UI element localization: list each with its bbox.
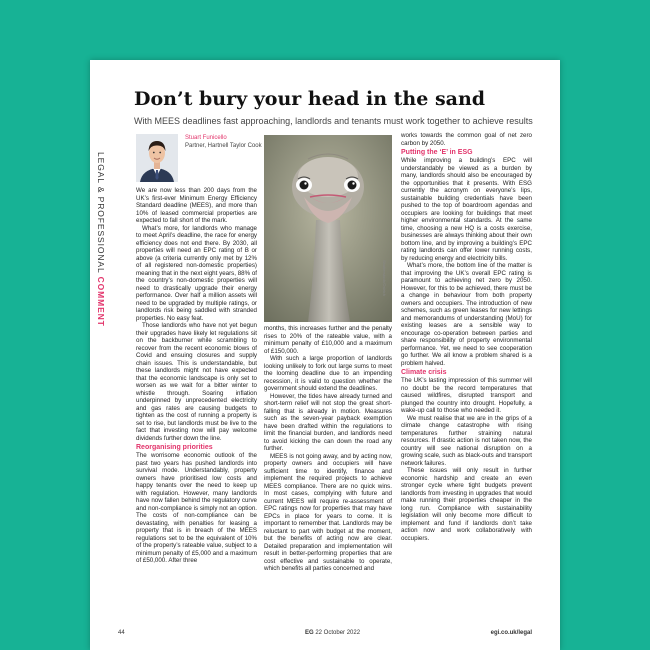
paragraph: The worrisome economic outlook of the past two years has pushed landlords into survival mode. Understandably, property owners have prioritised low costs and happy tenants over the need to keep up with regulation. However, many landlords have now fallen behind the regulatory curve and non-compliance is simply not an option. The costs of non-compliance can be devastating, with penalties for leasing a property that is in breach of the MEES regulations set to be the equivalent of 10% of the property’s rateable value, subject to a minimum penalty of £5,000 and a maximum of £50,000. After three — [136, 452, 257, 564]
author-portrait-icon — [136, 134, 178, 182]
standfirst: With MEES deadlines fast approaching, landlords and tenants must work together to achieve results — [134, 116, 533, 126]
paragraph: What’s more, for landlords who manage to meet April’s deadline, the race for energy efficiency does not end there. By 2030, all properties will need an EPC rating of B or above (a criteria currently only met by 12% of all registered non-domestic properties) meaning that in the next eight years, 88% of the country’s non-domestic properties will need to drastically upgrade their energy performance. Over half a million assets will need to be upgraded by multiple ratings, or landlords risk being saddled with stranded properties. No easy feat. — [136, 224, 257, 322]
paragraph: While improving a building’s EPC will understandably be viewed as a burden by many, landlords should also be encouraged by the opportunities that it presents. With ESG currently the acronym on everyone’s lips, sustainable building credentials have been pushed to the top of boardroom agendas and occupiers are looking for buildings that meet higher environmental standards. At the same time, choosing a new HQ is a costs exercise, businesses are always thinking about their own bottom line, and by improving a building’s EPC rating landlords can offer lower running costs, by reducing energy and electricity bills. — [401, 157, 532, 262]
paragraph: However, the tides have already turned and short-term relief will not stop the great short-falling that is already in motion. Measures such as the seven-year payback exemption have been drafted within the regulations to limit the financial burden, and landlords need to avoid kicking the can down the road any further. — [264, 392, 392, 452]
article-column-3 — [401, 132, 532, 542]
author-role: Partner, Hartnell Taylor Cook — [185, 143, 262, 149]
page-number: 44 — [118, 630, 125, 636]
paragraph: These issues will only result in further economic hardship and create an even stronger cycle where tight budgets prevent landlords from investing in upgrades that would make running their properties cheaper in the long run. Compliance with sustainability legislation will only become more difficult to implement and fund if landlords don’t take action now and work collaboratively with occupiers. — [401, 467, 532, 542]
author-photo — [136, 134, 178, 182]
issue-date: 22 October 2022 — [315, 630, 361, 636]
article-column-1 — [136, 187, 257, 565]
magazine-page — [90, 60, 560, 650]
article-column-2 — [264, 325, 392, 573]
paragraph: With such a large proportion of landlords looking unlikely to fork out large sums to meet the looming deadline due to an impending recession, it is valid to question whether the government should extend the deadlines. — [264, 355, 392, 392]
site-url[interactable]: egi.co.uk/legal — [490, 630, 532, 636]
issue-info — [305, 630, 360, 636]
paragraph: MEES is not going away, and by acting now, property owners and occupiers will have sufficient time to identify, finance and implement the required projects to achieve MEES compliance. There are no quick wins. In most cases, complying with future and current MEES will require re-assessment of EPC ratings now for properties that may have EPCs in place for years to come. It is important to remember that. Landlords may be reluctant to part with budget at the moment, but the benefits of acting now are clear. Detailed preparation and implementation will result in better-performing properties that are cost effective and sustainable to operate, which benefits all parties concerned and — [264, 452, 392, 572]
subheading: Reorganising priorities — [136, 444, 213, 451]
paragraph: works towards the common goal of net zero carbon by 2050. — [401, 132, 532, 147]
paragraph: months, this increases further and the penalty rises to 20% of the rateable value, with a minimum penalty of £10,000 and a maximum of £150,000. — [264, 325, 392, 355]
photo-credit: Shutterstock/Ostrich — [382, 260, 387, 297]
paragraph: Those landlords who have not yet begun their upgrades have likely let regulations sit on the backburner while scrambling to recover from the recent economic blows of Covid and ensuing closures and supply chain issues. This is understandable, but these landlords might not have expected that the economic landscape is only set to worsen as we wait for a bitter winter to whistle through. Soaring inflation underpinned by unprecedented electricity and gas rates are causing budgets to tighten as the cost of running a property is set to rise, but landlords must be live to the fact that investing now will pay welcome dividends further down the line. — [136, 322, 257, 442]
section-tag-accent: COMMENT — [96, 276, 106, 327]
subheading: Climate crisis — [401, 369, 447, 376]
ostrich-image-icon — [264, 135, 392, 322]
paragraph: The UK’s lasting impression of this summer will no doubt be the record temperatures that caused wildfires, disrupted transport and plunged the country into drought. Hopefully, a wake-up call to those who needed it. — [401, 377, 532, 414]
section-tag-prefix: LEGAL & PROFESSIONAL — [96, 152, 106, 277]
author-name: Stuart Funicello — [185, 135, 227, 141]
magazine-name: EG — [305, 630, 314, 636]
subheading: Putting the ‘E’ in ESG — [401, 149, 473, 156]
headline: Don’t bury your head in the sand — [134, 88, 486, 110]
paragraph: We are now less than 200 days from the UK’s first-ever Minimum Energy Efficiency Standard deadline (MEES), and more than 10% of leased commercial properties are expected to fall short of the mark. — [136, 187, 257, 224]
ostrich-photo — [264, 135, 392, 322]
section-tag — [96, 152, 106, 327]
paragraph: What’s more, the bottom line of the matter is that improving the UK’s overall EPC rating is paramount to achieving net zero by 2050. However, for this to be achieved, there must be a change in behaviour from both property owners and occupiers. The introduction of new schemes, such as green leases for new lettings and memorandums of understanding (MoU) for existing leases are a sensible way to encourage co-operation between parties and share responsibility of property environmental performance. Yet, we need to see cooperation go further. We all know a problem shared is a problem halved. — [401, 262, 532, 367]
paragraph: We must realise that we are in the grips of a climate change catastrophe with rising temperatures further straining natural resources. If drastic action is not taken now, the country will see national disruption on a growing scale, such as black-outs and transport network failures. — [401, 414, 532, 467]
